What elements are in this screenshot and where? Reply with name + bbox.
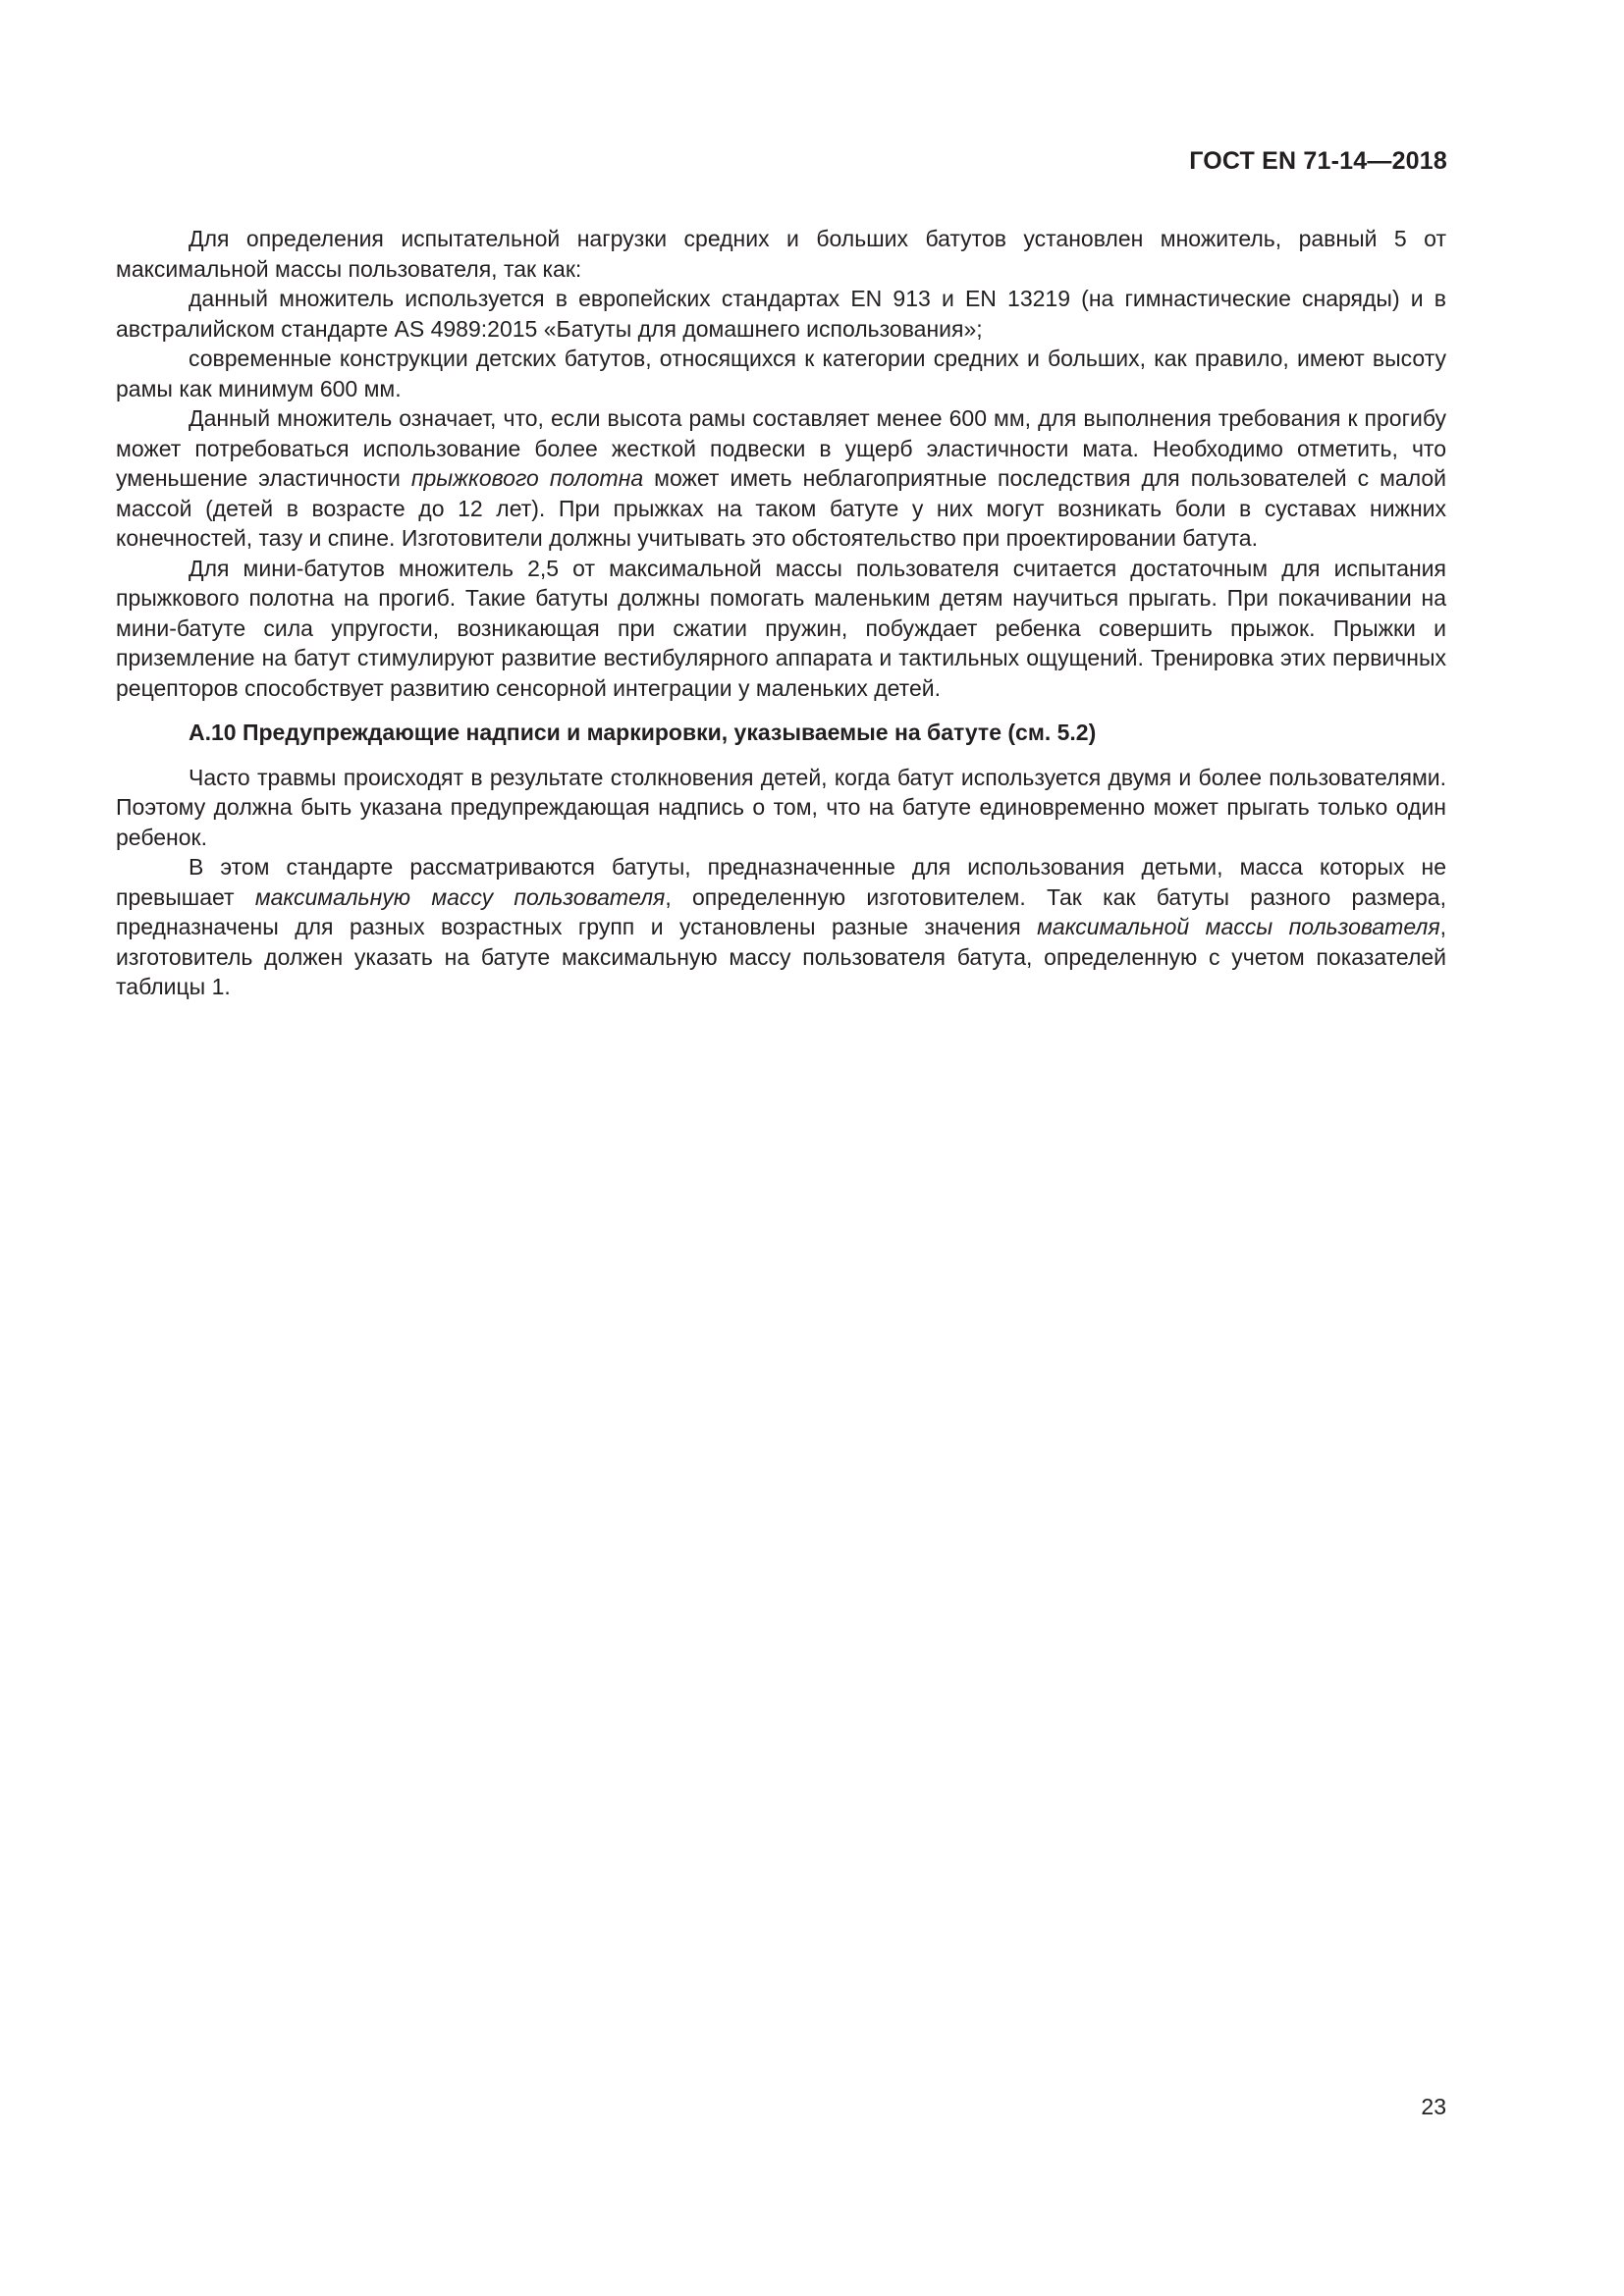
document-body — [116, 224, 1446, 1002]
paragraph-mini-trampolines: Для мини-батутов множитель 2,5 от максимальной массы пользователя считается достаточным для испытания прыжкового полотна на прогиб. Такие батуты должны помогать маленьким детям научиться прыгать. При покачивании на мини-батуте сила упругости, возникающая при сжатии пружин, побуждает ребенка совершить прыжок. Прыжки и приземление на батут стимулируют развитие вестибулярного аппарата и тактильных ощущений. Тренировка этих первичных рецепторов способствует развитию сенсорной интеграции у маленьких детей. — [116, 555, 1446, 701]
paragraph-frame-height: современные конструкции детских батутов, относящихся к категории средних и больших, как правило, имеют высоту рамы как минимум 600 мм. — [116, 346, 1446, 401]
text-run: В этом стандарте рассматриваются батуты, предназначенные для использования детьми, масса которых не превышает — [116, 854, 1446, 910]
italic-term: максимальную массу пользователя — [254, 883, 666, 910]
document-standard-id: ГОСТ EN 71-14—2018 — [1189, 147, 1447, 175]
text-run: , изготовитель должен указать на батуте максимальную массу пользователя батута, определенную с учетом показателей таблицы 1. — [116, 914, 1446, 999]
paragraph-multiplier-meaning — [116, 403, 1446, 554]
italic-term: прыжкового полотна — [410, 465, 644, 491]
paragraph-european-standards: данный множитель используется в европейских стандартах EN 913 и EN 13219 (на гимнастические снаряды) и в австралийском стандарте AS 4989:2015 «Батуты для домашнего использования»; — [116, 286, 1446, 342]
text-run: Данный множитель означает, что, если высота рамы составляет менее 600 мм, для выполнения требования к прогибу может потребоваться использование более жесткой подвески в ущерб эластичности мата. Необходимо отметить, что уменьшение эластичности — [116, 405, 1446, 491]
paragraph-load-multiplier: Для определения испытательной нагрузки средних и больших батутов установлен множитель, равный 5 от максимальной массы пользователя, так как: — [116, 226, 1446, 282]
paragraph-max-user-mass — [116, 852, 1446, 1002]
italic-term: максимальной массы пользователя — [1037, 914, 1440, 939]
text-run: , определенную изготовителем. Так как батуты разного размера, предназначены для разных возрастных групп и установлены разные значения — [116, 883, 1446, 939]
text-run: может иметь неблагоприятные последствия для пользователей с малой массой (детей в возрасте до 12 лет). При прыжках на таком батуте у них могут возникать боли в суставах нижних конечностей, тазу и спине. Изготовители должны учитывать это обстоятельство при проектировании батута. — [116, 465, 1447, 551]
paragraph-injuries: Часто травмы происходят в результате столкновения детей, когда батут используется двумя и более пользователями. Поэтому должна быть указана предупреждающая надпись о том, что на батуте единовременно может прыгать только один ребенок. — [116, 764, 1446, 850]
section-heading: А.10 Предупреждающие надписи и маркировки, указываемые на батуте (см. 5.2) — [189, 720, 1097, 745]
page-number: 23 — [1421, 2094, 1446, 2119]
